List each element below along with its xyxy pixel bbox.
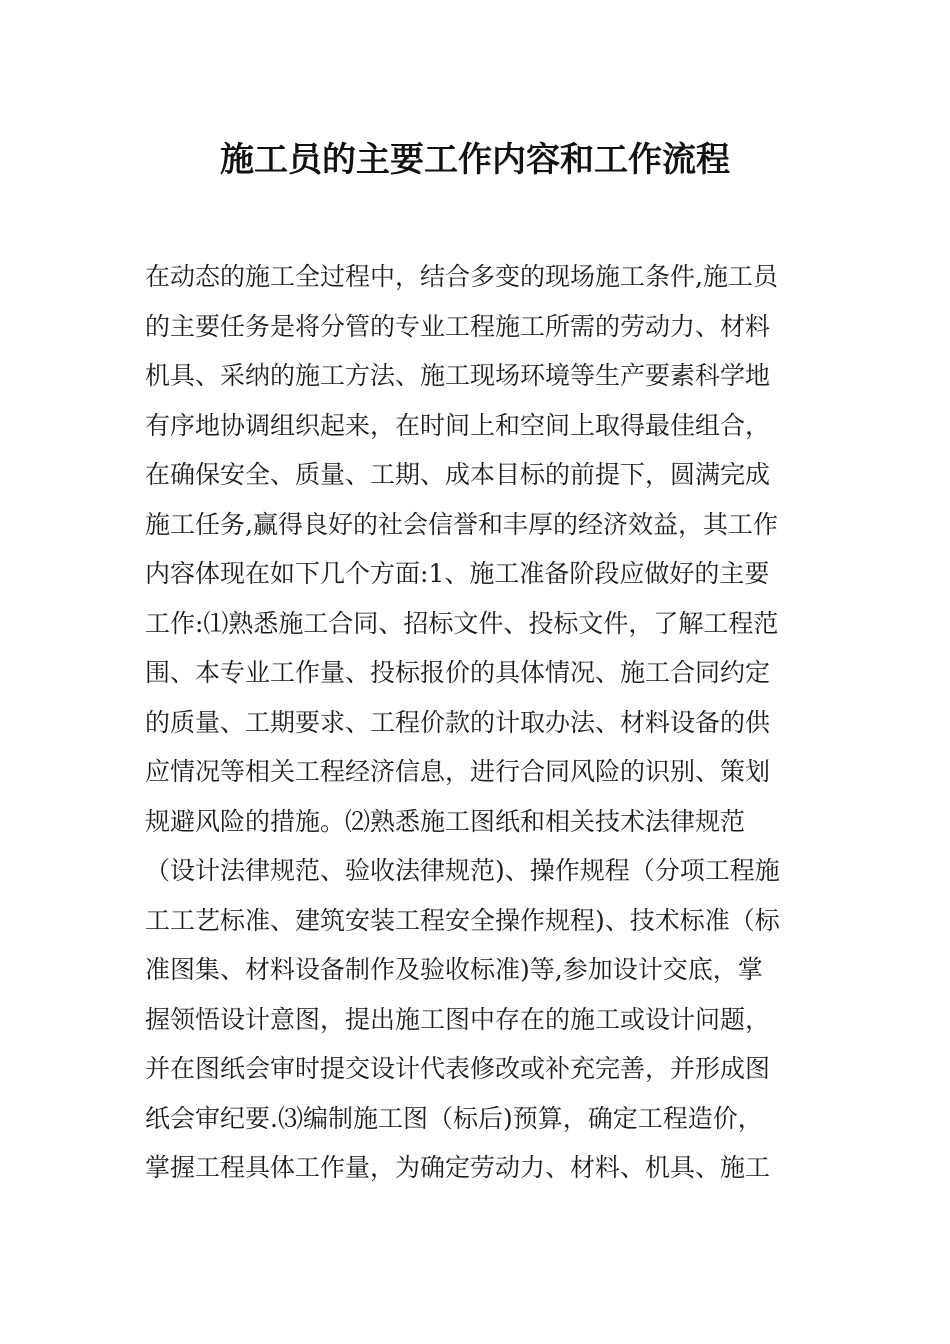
body-paragraph — [145, 252, 815, 1193]
text-line: 的质量、工期要求、工程价款的计取办法、材料设备的供 — [145, 707, 771, 737]
text-line: 有序地协调组织起来，在时间上和空间上取得最佳组合， — [145, 410, 771, 440]
document-title: 施工员的主要工作内容和工作流程 — [220, 140, 730, 180]
text-line: 工工艺标准、建筑安装工程安全操作规程)、技术标准（标 — [145, 905, 780, 935]
text-line: 纸会审纪要.⑶编制施工图（标后)预算，确定工程造价， — [145, 1103, 763, 1133]
text-line: 在确保安全、质量、工期、成本目标的前提下，圆满完成 — [145, 460, 771, 489]
text-line: 准图集、材料设备制作及验收标准)等,参加设计交底，掌 — [145, 955, 763, 984]
text-line: 应情况等相关工程经济信息，进行合同风险的识别、策划 — [145, 757, 771, 786]
text-line: 工作:⑴熟悉施工合同、招标文件、投标文件，了解工程范 — [145, 608, 779, 638]
text-line: 围、本专业工作量、投标报价的具体情况、施工合同约定 — [145, 658, 771, 687]
text-line: 内容体现在如下几个方面:1、施工准备阶段应做好的主要 — [145, 559, 770, 588]
text-line: 并在图纸会审时提交设计代表修改或补充完善，并形成图 — [145, 1054, 771, 1083]
text-line: （设计法律规范、验收法律规范)、操作规程（分项工程施 — [145, 856, 780, 885]
text-line: 施工任务,赢得良好的社会信誉和丰厚的经济效益，其工作 — [145, 509, 778, 539]
text-line: 在动态的施工全过程中，结合多变的现场施工条件,施工员 — [145, 262, 778, 291]
text-line: 的主要任务是将分管的专业工程施工所需的劳动力、材料 — [145, 311, 771, 341]
text-line: 规避风险的措施。⑵熟悉施工图纸和相关技术法律规范 — [145, 806, 746, 836]
text-line: 握领悟设计意图，提出施工图中存在的施工或设计问题， — [145, 1004, 771, 1034]
text-line: 掌握工程具体工作量，为确定劳动力、材料、机具、施工 — [145, 1153, 771, 1182]
text-line: 机具、采纳的施工方法、施工现场环境等生产要素科学地 — [145, 361, 771, 390]
